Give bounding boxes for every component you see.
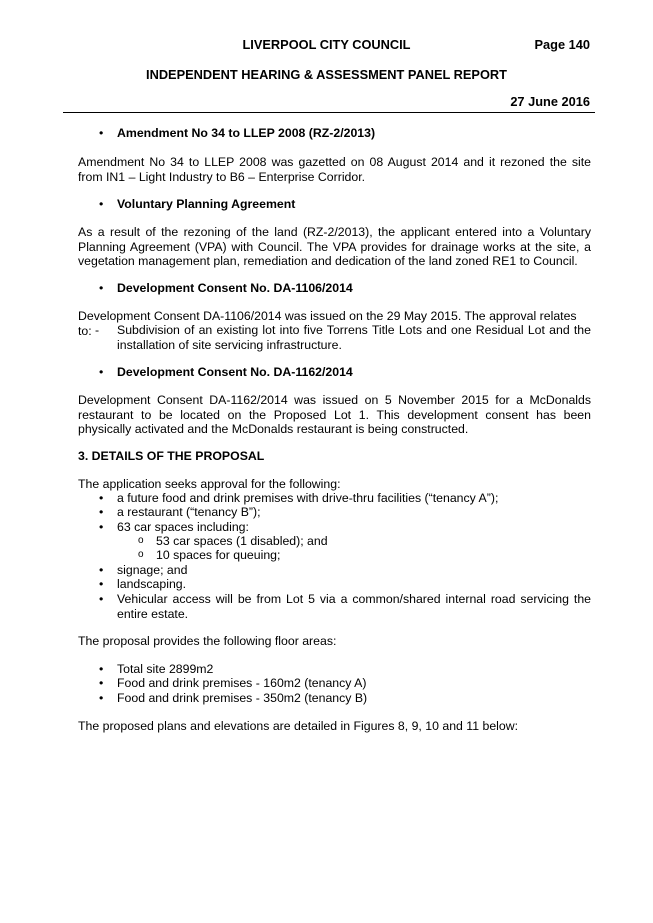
- proposal-item: Vehicular access will be from Lot 5 via a common/shared internal road servicing the entire estate.: [117, 592, 591, 621]
- vpa-heading: Voluntary Planning Agreement: [117, 197, 296, 211]
- bullet-glyph: •: [99, 197, 104, 211]
- proposal-subitem: 53 car spaces (1 disabled); and: [156, 534, 328, 548]
- da1106-body: Development Consent DA-1106/2014 was issued on the 29 May 2015. The approval relates to:: [78, 309, 577, 338]
- bullet-glyph: •: [99, 505, 104, 519]
- da1106-item: Subdivision of an existing lot into five Torrens Title Lots and one Residual Lot and the installation of site servicing infrastructure.: [117, 323, 591, 352]
- page-number: Page 140: [534, 37, 590, 52]
- section-3-intro: The application seeks approval for the following:: [78, 477, 341, 491]
- bullet-glyph: •: [99, 126, 104, 140]
- bullet-glyph: •: [99, 676, 104, 690]
- floor-area-item: Food and drink premises - 350m2 (tenancy B): [117, 691, 368, 705]
- circle-bullet-glyph: o: [138, 535, 144, 546]
- vpa-body: As a result of the rezoning of the land (RZ-2/2013), the applicant entered into a Voluntary Planning Agreement (VPA) with Council. The VPA provides for drainage works at the site, a vegetation management plan, remediation and dedication of the land zoned RE1 to Council.: [78, 225, 591, 269]
- report-date: 27 June 2016: [510, 94, 590, 109]
- da1106-heading: Development Consent No. DA-1106/2014: [117, 281, 353, 295]
- floor-area-item: Total site 2899m2: [117, 662, 214, 676]
- section-3-title: 3. DETAILS OF THE PROPOSAL: [78, 449, 265, 463]
- bullet-glyph: •: [99, 691, 104, 705]
- report-title: INDEPENDENT HEARING & ASSESSMENT PANEL REPORT: [146, 67, 507, 82]
- bullet-glyph: •: [99, 491, 104, 505]
- proposal-item: signage; and: [117, 563, 188, 577]
- council-name: LIVERPOOL CITY COUNCIL: [242, 37, 411, 52]
- amendment-body: Amendment No 34 to LLEP 2008 was gazetted on 08 August 2014 and it rezoned the site from IN1 – Light Industry to B6 – Enterprise Corridor.: [78, 155, 591, 184]
- floor-areas-intro: The proposal provides the following floor areas:: [78, 634, 337, 648]
- floor-area-item: Food and drink premises - 160m2 (tenancy A): [117, 676, 367, 690]
- bullet-glyph: •: [99, 577, 104, 591]
- bullet-glyph: •: [99, 592, 104, 606]
- bullet-glyph: •: [99, 520, 104, 534]
- circle-bullet-glyph: o: [138, 549, 144, 560]
- proposal-item: a restaurant (“tenancy B”);: [117, 505, 261, 519]
- bullet-glyph: •: [99, 662, 104, 676]
- dash-glyph: -: [95, 323, 100, 337]
- figures-note: The proposed plans and elevations are detailed in Figures 8, 9, 10 and 11 below:: [78, 719, 519, 733]
- proposal-item: landscaping.: [117, 577, 187, 591]
- header-divider: [63, 112, 595, 113]
- proposal-item: 63 car spaces including:: [117, 520, 249, 534]
- da1162-body: Development Consent DA-1162/2014 was issued on 5 November 2015 for a McDonalds restaurant to be located on the Proposed Lot 1. This development consent has been physically activated and the McDonalds restaurant is being constructed.: [78, 393, 591, 437]
- amendment-heading: Amendment No 34 to LLEP 2008 (RZ-2/2013): [117, 126, 376, 140]
- bullet-glyph: •: [99, 563, 104, 577]
- bullet-glyph: •: [99, 365, 104, 379]
- proposal-item: a future food and drink premises with drive-thru facilities (“tenancy A”);: [117, 491, 499, 505]
- bullet-glyph: •: [99, 281, 104, 295]
- da1162-heading: Development Consent No. DA-1162/2014: [117, 365, 353, 379]
- proposal-subitem: 10 spaces for queuing;: [156, 548, 281, 562]
